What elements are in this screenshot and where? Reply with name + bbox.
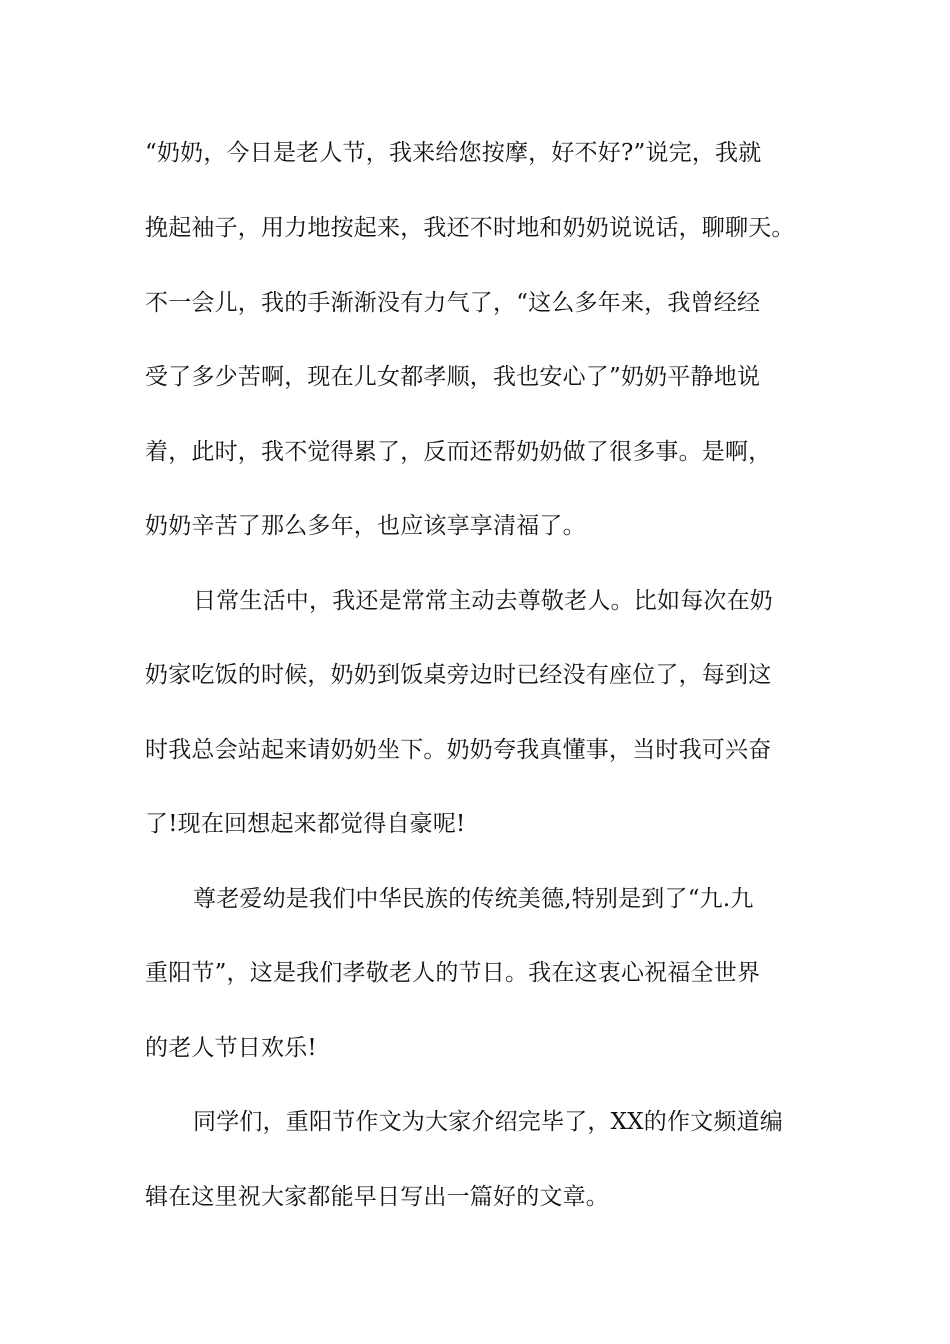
- paragraph-line: 尊老爱幼是我们中华民族的传统美德,特别是到了“九.九: [193, 886, 754, 912]
- paragraph-line: 不一会儿，我的手渐渐没有力气了，“这么多年来，我曾经经: [145, 290, 761, 316]
- paragraph-line: 受了多少苦啊，现在儿女都孝顺，我也安心了”奶奶平静地说: [145, 364, 761, 390]
- paragraph-line: 日常生活中，我还是常常主动去尊敬老人。比如每次在奶: [193, 588, 773, 614]
- paragraph-line: 着，此时，我不觉得累了，反而还帮奶奶做了很多事。是啊，: [145, 439, 772, 465]
- paragraph-line: 挽起袖子，用力地按起来，我还不时地和奶奶说说话，聊聊天。: [145, 215, 795, 241]
- paragraph-line: 时我总会站起来请奶奶坐下。奶奶夸我真懂事，当时我可兴奋: [145, 737, 772, 763]
- paragraph-line: 了!现在回想起来都觉得自豪呢!: [145, 811, 466, 837]
- paragraph-line: “奶奶，今日是老人节，我来给您按摩，好不好?”说完，我就: [145, 140, 762, 166]
- paragraph-line: 的老人节日欢乐!: [145, 1035, 317, 1061]
- paragraph-line: 同学们，重阳节作文为大家介绍完毕了，XX的作文频道编: [193, 1109, 783, 1135]
- paragraph-line: 奶奶辛苦了那么多年，也应该享享清福了。: [145, 513, 586, 539]
- paragraph-line: 奶家吃饭的时候，奶奶到饭桌旁边时已经没有座位了，每到这: [145, 662, 772, 688]
- paragraph-line: 重阳节”，这是我们孝敬老人的节日。我在这衷心祝福全世界: [145, 960, 761, 986]
- paragraph-line: 辑在这里祝大家都能早日写出一篇好的文章。: [145, 1184, 609, 1210]
